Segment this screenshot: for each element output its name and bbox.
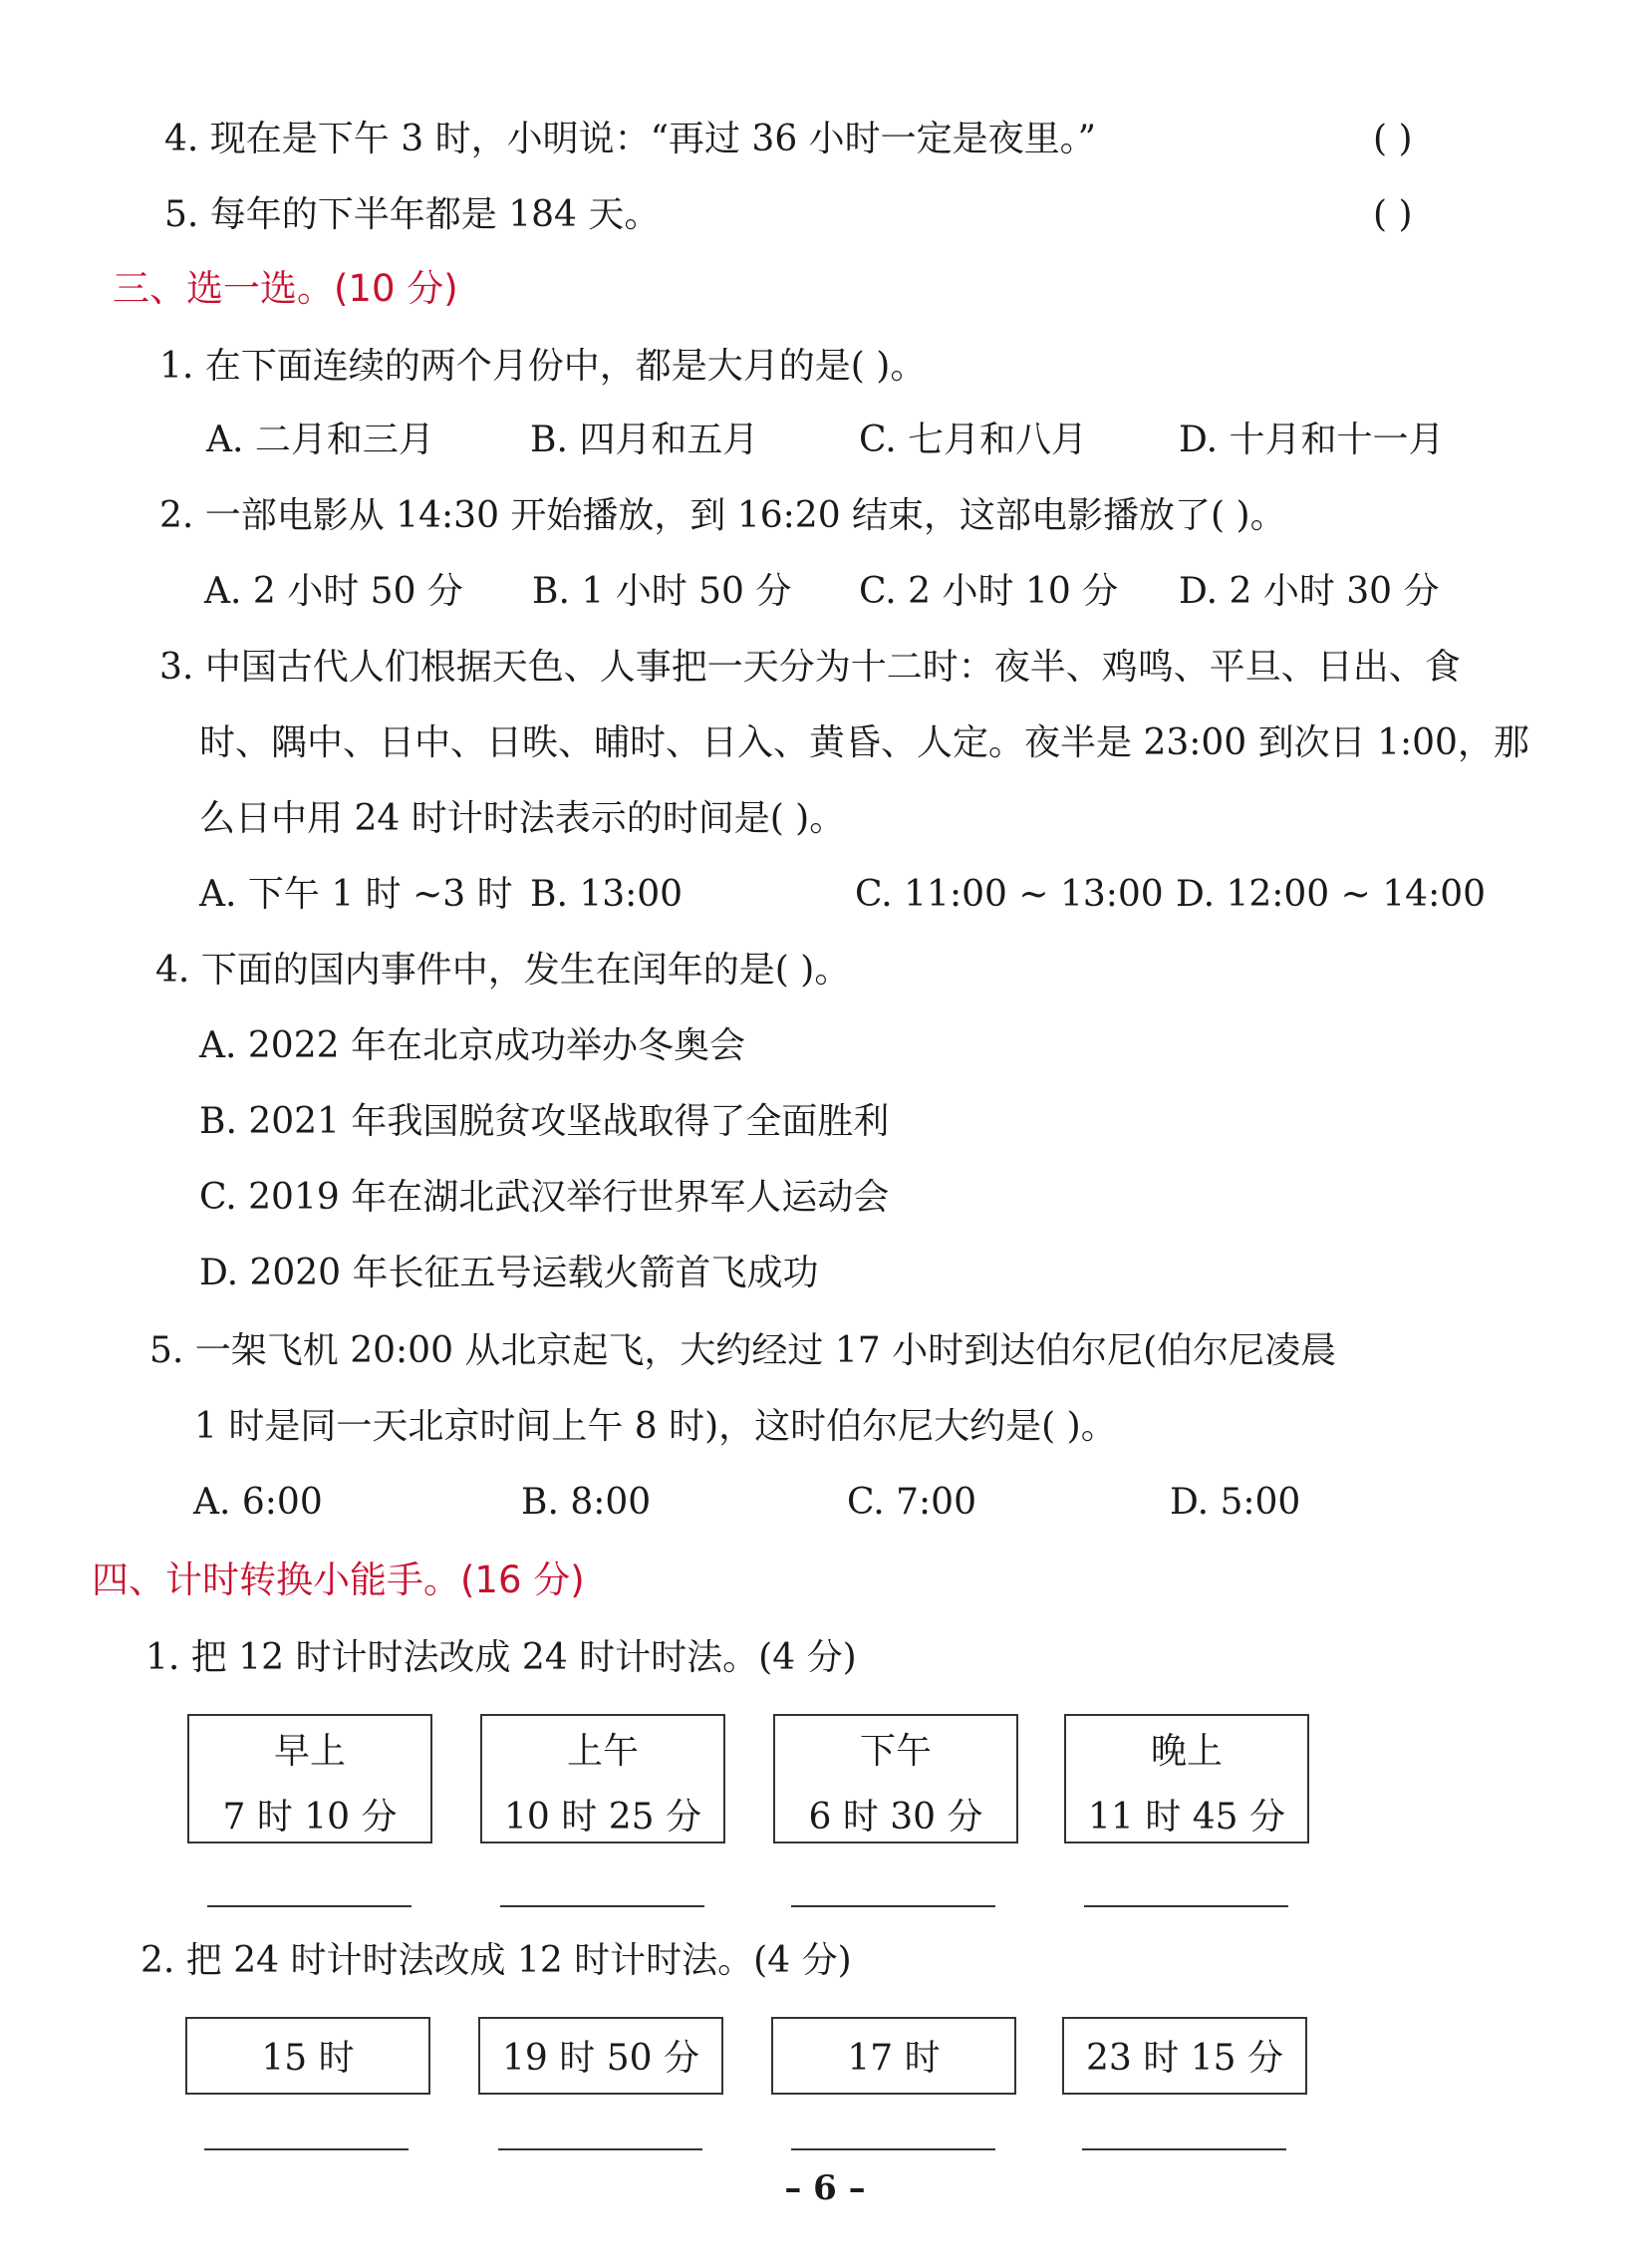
- answer-blank-2-1[interactable]: [204, 2148, 409, 2150]
- q3-5-option-a[interactable]: A. 6:00: [193, 1482, 323, 1523]
- q3-5-option-b[interactable]: B. 8:00: [521, 1482, 652, 1523]
- time-box-period: 早上: [273, 1731, 346, 1772]
- q3-1-option-c[interactable]: C. 七月和八月: [859, 420, 1088, 460]
- time-box-time: 17 时: [847, 2038, 941, 2079]
- section4-heading: 四、计时转换小能手。(16 分): [92, 1559, 585, 1601]
- answer-blank-1-4[interactable]: [1084, 1905, 1288, 1907]
- answer-blank-1-2[interactable]: [500, 1905, 704, 1907]
- q3-1-option-a[interactable]: A. 二月和三月: [206, 420, 434, 460]
- q3-3-line2: 时、隅中、日中、日昳、晡时、日入、黄昏、人定。夜半是 23:00 到次日 1:00，那: [199, 722, 1529, 763]
- judge-item-4: 4. 现在是下午 3 时，小明说：“再过 36 小时一定是夜里。”: [164, 119, 1097, 159]
- time-box-time: 11 时 45 分: [1088, 1797, 1285, 1838]
- q3-5-line2: 1 时是同一天北京时间上午 8 时)，这时伯尔尼大约是( )。: [194, 1406, 1117, 1447]
- q3-5-option-c[interactable]: C. 7:00: [847, 1482, 976, 1523]
- time-box-time: 7 时 10 分: [222, 1797, 398, 1838]
- q4-1-stem: 1. 把 12 时计时法改成 24 时计时法。(4 分): [145, 1637, 857, 1678]
- time-box-12h-3: [773, 1714, 1018, 1843]
- q3-3-option-a[interactable]: A. 下午 1 时 ~3 时: [199, 874, 513, 915]
- q3-5-line1: 5. 一架飞机 20:00 从北京起飞，大约经过 17 小时到达伯尔尼(伯尔尼凌晨: [149, 1330, 1337, 1371]
- time-box-12h-1: [187, 1714, 432, 1843]
- q3-4-stem: 4. 下面的国内事件中，发生在闰年的是( )。: [155, 950, 851, 991]
- q3-4-option-a[interactable]: A. 2022 年在北京成功举办冬奥会: [199, 1025, 745, 1066]
- answer-blank-1-3[interactable]: [791, 1905, 995, 1907]
- q3-2-option-d[interactable]: D. 2 小时 30 分: [1179, 571, 1440, 612]
- time-box-period: 上午: [566, 1731, 639, 1772]
- time-box-period: 下午: [859, 1731, 932, 1772]
- judge-answer-paren-4[interactable]: ( ): [1373, 119, 1413, 159]
- q3-5-option-d[interactable]: D. 5:00: [1170, 1482, 1301, 1523]
- time-box-time: 23 时 15 分: [1086, 2038, 1283, 2079]
- page-number: – 6 –: [784, 2168, 866, 2208]
- time-box-24h-4: [1062, 2017, 1307, 2095]
- answer-blank-1-1[interactable]: [207, 1905, 412, 1907]
- q3-3-option-b[interactable]: B. 13:00: [530, 874, 684, 915]
- q3-2-option-c[interactable]: C. 2 小时 10 分: [859, 571, 1119, 612]
- time-box-time: 6 时 30 分: [808, 1797, 983, 1838]
- q3-3-option-d[interactable]: D. 12:00 ~ 14:00: [1176, 874, 1487, 915]
- q3-2-stem: 2. 一部电影从 14:30 开始播放，到 16:20 结束，这部电影播放了( )。: [159, 495, 1286, 536]
- q3-2-option-b[interactable]: B. 1 小时 50 分: [532, 571, 792, 612]
- answer-blank-2-4[interactable]: [1082, 2148, 1286, 2150]
- time-box-24h-2: [478, 2017, 723, 2095]
- answer-blank-2-3[interactable]: [791, 2148, 995, 2150]
- time-box-12h-4: [1064, 1714, 1309, 1843]
- answer-blank-2-2[interactable]: [498, 2148, 702, 2150]
- time-box-time: 15 时: [261, 2038, 355, 2079]
- q4-2-stem: 2. 把 24 时计时法改成 12 时计时法。(4 分): [140, 1940, 852, 1981]
- time-box-24h-3: [771, 2017, 1016, 2095]
- time-box-time: 10 时 25 分: [504, 1797, 701, 1838]
- q3-3-line1: 3. 中国古代人们根据天色、人事把一天分为十二时：夜半、鸡鸣、平旦、日出、食: [159, 647, 1461, 688]
- q3-4-option-d[interactable]: D. 2020 年长征五号运载火箭首飞成功: [199, 1253, 819, 1293]
- judge-item-5: 5. 每年的下半年都是 184 天。: [164, 194, 661, 235]
- judge-answer-paren-5[interactable]: ( ): [1373, 194, 1413, 235]
- q3-4-option-c[interactable]: C. 2019 年在湖北武汉举行世界军人运动会: [199, 1177, 890, 1218]
- q3-1-stem: 1. 在下面连续的两个月份中，都是大月的是( )。: [159, 346, 927, 387]
- time-box-12h-2: [480, 1714, 725, 1843]
- time-box-24h-1: [185, 2017, 430, 2095]
- q3-3-line3: 么日中用 24 时计时法表示的时间是( )。: [199, 798, 846, 839]
- section3-heading: 三、选一选。(10 分): [113, 267, 458, 310]
- q3-2-option-a[interactable]: A. 2 小时 50 分: [204, 571, 463, 612]
- q3-1-option-b[interactable]: B. 四月和五月: [530, 420, 759, 460]
- q3-1-option-d[interactable]: D. 十月和十一月: [1179, 420, 1445, 460]
- q3-3-option-c[interactable]: C. 11:00 ~ 13:00: [855, 874, 1164, 915]
- time-box-period: 晚上: [1150, 1731, 1223, 1772]
- q3-4-option-b[interactable]: B. 2021 年我国脱贫攻坚战取得了全面胜利: [199, 1101, 890, 1142]
- time-box-time: 19 时 50 分: [502, 2038, 699, 2079]
